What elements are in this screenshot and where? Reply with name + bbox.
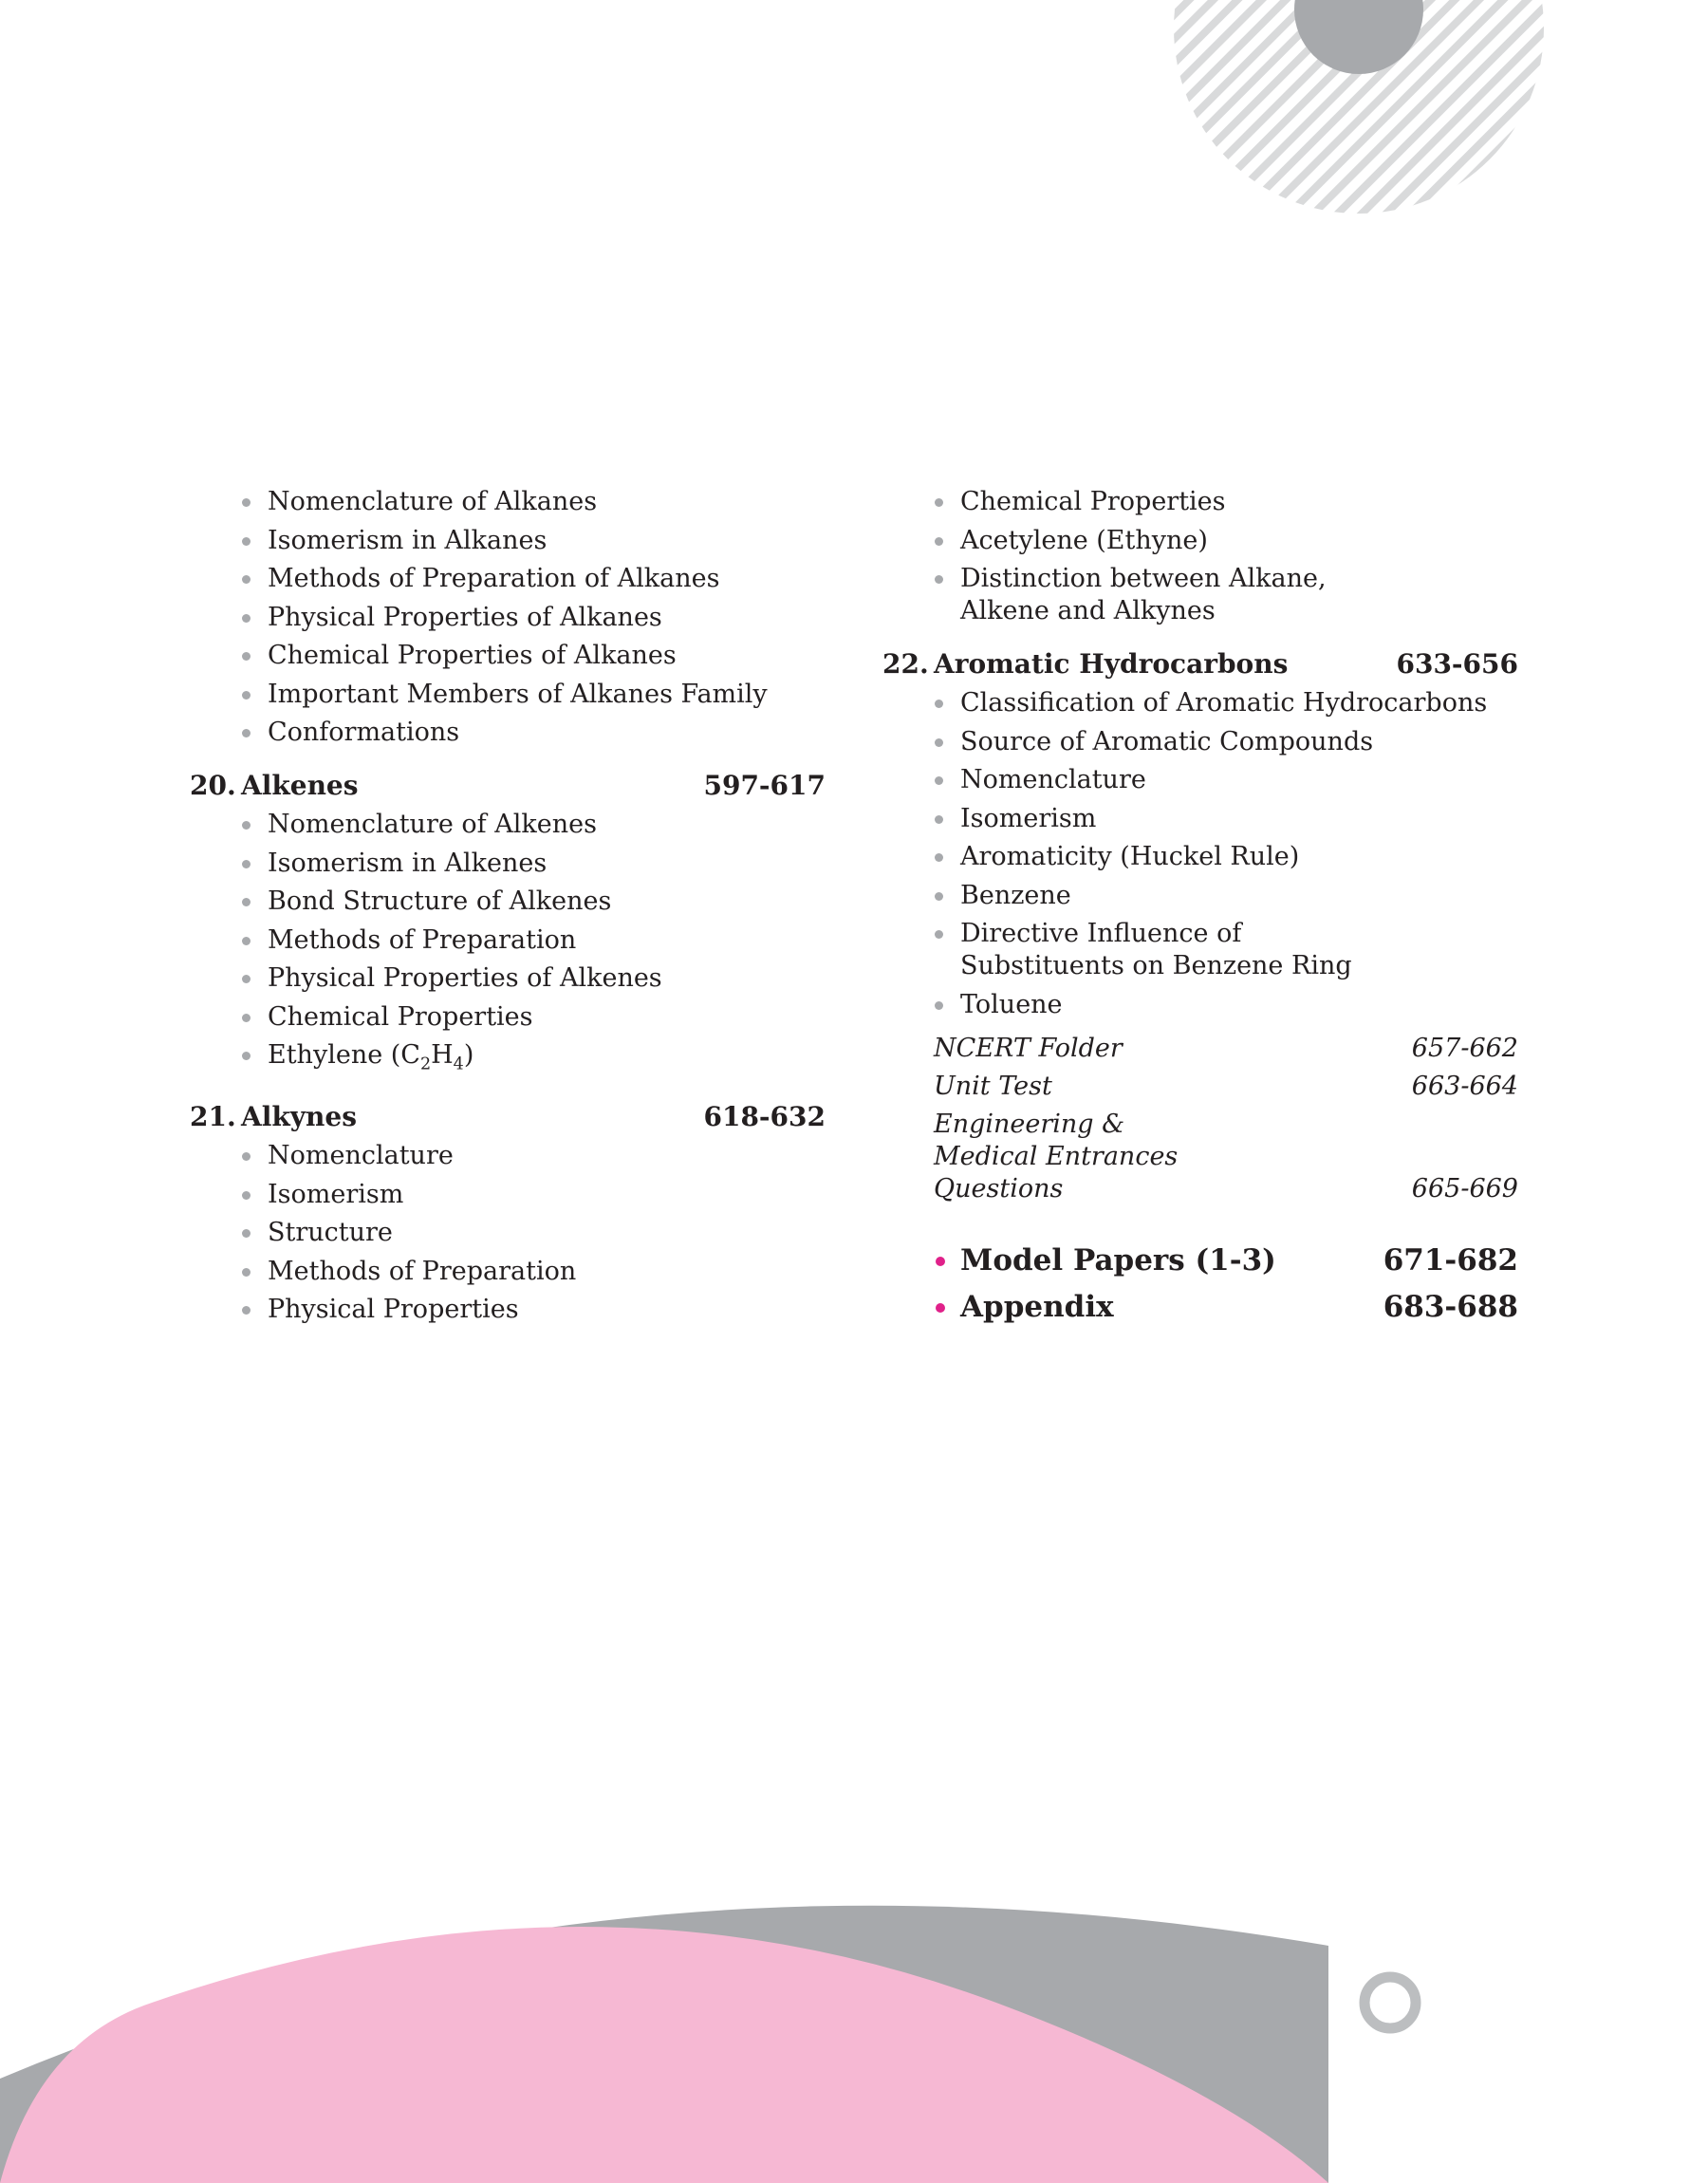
chapter-pages: 597-617 [703,770,826,801]
list-item[interactable]: Toluene [882,989,1518,1021]
list-item[interactable]: Physical Properties of Alkanes [190,602,826,634]
bullet-icon [242,1191,251,1200]
bullet-icon [242,1052,251,1060]
list-item[interactable]: Nomenclature of Alkenes [190,809,826,841]
bullet-icon [935,1001,943,1010]
list-item[interactable]: Conformations [190,717,826,749]
chapter-heading-alkynes[interactable] [190,1101,826,1133]
bullet-icon [242,937,251,945]
list-item[interactable]: Nomenclature [882,764,1518,796]
chapter-heading-alkenes[interactable] [190,770,826,802]
bullet-icon [242,1014,251,1022]
bullet-icon [935,537,943,546]
toc-left-column [190,486,826,1333]
extra-entries [882,1241,1518,1326]
bullet-icon [935,700,943,708]
bullet-icon [242,898,251,906]
list-item[interactable]: Classification of Aromatic Hydrocarbons [882,687,1518,719]
bullet-icon [242,614,251,623]
alkenes-subtopics-list [190,809,826,1080]
bullet-icon [242,975,251,983]
pink-bullet-icon [936,1257,945,1266]
list-item[interactable]: Bond Structure of Alkenes [190,886,826,918]
bullet-icon [242,1306,251,1315]
list-item[interactable]: Chemical Properties [190,1001,826,1034]
bullet-icon [935,930,943,939]
bullet-icon [242,691,251,700]
alkynes-subtopics-list [190,1140,826,1326]
toc-right-column [882,486,1518,1334]
bullet-icon [242,575,251,584]
bullet-icon [935,498,943,507]
list-item[interactable]: Physical Properties of Alkenes [190,962,826,995]
bullet-icon [242,1268,251,1277]
toc-entry-entrance-questions[interactable]: Engineering & Medical Entrances Questions 665-669 [934,1109,1518,1203]
list-item[interactable]: Chemical Properties of Alkanes [190,640,826,672]
list-item[interactable]: Methods of Preparation of Alkanes [190,563,826,595]
list-item[interactable]: Chemical Properties [882,486,1518,518]
list-item[interactable]: Isomerism [190,1179,826,1211]
list-item[interactable]: Isomerism [882,803,1518,835]
bullet-icon [242,652,251,661]
chapter-number: 20. [190,770,236,801]
list-item[interactable]: Methods of Preparation [190,924,826,957]
toc-entry-unit-test[interactable]: Unit Test 663-664 [934,1071,1518,1101]
alkanes-subtopics-list [190,486,826,749]
bullet-icon [242,821,251,830]
list-item[interactable]: Isomerism in Alkenes [190,848,826,880]
chapter-title: Aromatic Hydrocarbons [934,648,1289,680]
bullet-icon [242,729,251,737]
bullet-icon [935,853,943,862]
chapter-pages: 618-632 [703,1101,826,1133]
toc-entry-model-papers[interactable]: Model Papers (1-3) 671-682 [882,1241,1518,1279]
toc-entry-appendix[interactable]: Appendix 683-688 [882,1288,1518,1326]
toc-entry-ncert-folder[interactable]: NCERT Folder 657-662 [934,1033,1518,1063]
list-item[interactable]: Important Members of Alkanes Family [190,679,826,711]
misc-entries [882,1033,1518,1205]
bullet-icon [242,1229,251,1238]
chapter-heading-aromatic-hydrocarbons[interactable] [882,648,1518,681]
list-item[interactable]: Physical Properties [190,1294,826,1326]
list-item[interactable]: Aromaticity (Huckel Rule) [882,841,1518,873]
list-item[interactable]: Nomenclature [190,1140,826,1172]
bullet-icon [935,815,943,824]
ring-decoration [1365,1977,1416,2028]
list-item[interactable]: Nomenclature of Alkanes [190,486,826,518]
bullet-icon [935,738,943,747]
list-item[interactable]: Methods of Preparation [190,1256,826,1288]
list-item[interactable]: Benzene [882,880,1518,912]
bullet-icon [242,537,251,546]
bullet-icon [935,892,943,901]
list-item[interactable]: Structure [190,1217,826,1249]
list-item[interactable]: Isomerism in Alkanes [190,525,826,557]
list-item[interactable]: Acetylene (Ethyne) [882,525,1518,557]
bullet-icon [935,776,943,785]
list-item[interactable]: Distinction between Alkane, Alkene and Alkynes [882,563,1518,627]
pink-bullet-icon [936,1303,945,1313]
aromatic-subtopics-list [882,687,1518,1021]
list-item[interactable]: Source of Aromatic Compounds [882,726,1518,758]
bullet-icon [242,1152,251,1161]
chapter-number: 21. [190,1101,236,1133]
list-item-ethylene[interactable]: Ethylene $(C_2H_4)$ [190,1039,826,1080]
list-item[interactable]: Directive Influence of Substituents on Benzene Ring [882,918,1518,982]
bullet-icon [935,575,943,584]
chapter-title: Alkenes [241,770,359,801]
bullet-icon [242,860,251,868]
chapter-pages: 633-656 [1396,648,1518,680]
chapter-number: 22. [882,648,929,680]
chapter-title: Alkynes [241,1101,357,1133]
bullet-icon [242,498,251,507]
alkynes-continued-list [882,486,1518,627]
